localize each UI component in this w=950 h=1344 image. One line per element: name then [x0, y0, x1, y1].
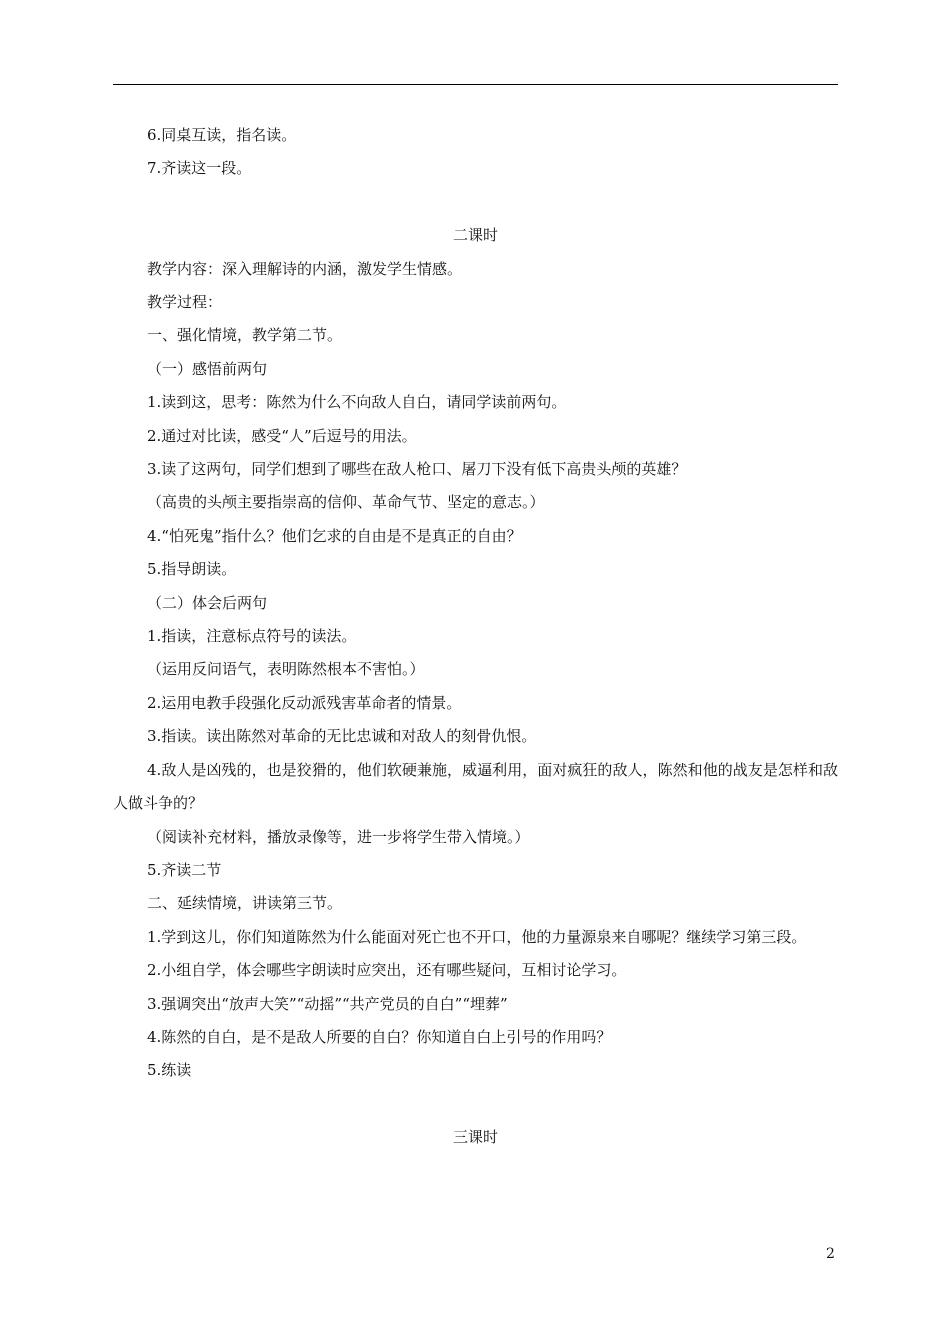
paragraph: 1.读到这，思考：陈然为什么不向敌人自白，请同学读前两句。	[147, 393, 567, 412]
paragraph: （阅读补充材料，播放录像等，进一步将学生带入情境。）	[147, 827, 530, 846]
section-heading: 三课时	[452, 1128, 498, 1147]
document-body	[113, 119, 838, 1155]
paragraph: 教学内容：深入理解诗的内涵，激发学生情感。	[147, 259, 463, 278]
paragraph: 1.指读，注意标点符号的读法。	[147, 627, 357, 646]
paragraph: 1.学到这儿，你们知道陈然为什么能面对死亡也不开口，他的力量源泉来自哪呢？继续学习第三段。	[147, 927, 807, 946]
paragraph: （二）体会后两句	[147, 593, 268, 612]
paragraph: 5.指导朗读。	[147, 560, 237, 579]
header-rule	[113, 84, 838, 85]
blank-line	[113, 1088, 838, 1121]
paragraph: 5.练读	[147, 1061, 192, 1080]
blank-line	[113, 186, 838, 219]
paragraph: 3.读了这两句，同学们想到了哪些在敌人枪口、屠刀下没有低下高贵头颅的英雄？	[147, 460, 687, 479]
paragraph: 6.同桌互读，指名读。	[147, 126, 297, 144]
paragraph: 二、延续情境，讲读第三节。	[147, 894, 343, 913]
paragraph: 5.齐读二节	[147, 860, 222, 879]
page-number: 2	[826, 1246, 835, 1262]
section-heading: 二课时	[452, 226, 498, 245]
paragraph: 3.强调突出“放声大笑”“动摇”“共产党员的自白”“埋葬”	[147, 994, 508, 1013]
paragraph: 4.“怕死鬼”指什么？他们乞求的自由是不是真正的自由？	[147, 526, 522, 545]
paragraph: （一）感悟前两句	[147, 359, 268, 378]
paragraph: 3.指读。读出陈然对革命的无比忠诚和对敌人的刻骨仇恨。	[147, 727, 537, 746]
paragraph: （高贵的头颅主要指崇高的信仰、革命气节、坚定的意志。）	[147, 493, 545, 512]
paragraph: 2.小组自学，体会哪些字朗读时应突出，还有哪些疑问，互相讨论学习。	[147, 961, 627, 980]
paragraph: 教学过程：	[147, 293, 223, 312]
paragraph: 2.运用电教手段强化反动派残害革命者的情景。	[147, 693, 462, 712]
paragraph: 一、强化情境，教学第二节。	[147, 326, 343, 345]
paragraph: 7.齐读这一段。	[147, 159, 252, 178]
paragraph: 4.陈然的自白，是不是敌人所要的自白？你知道自白上引号的作用吗？	[147, 1027, 612, 1046]
paragraph: 2.通过对比读，感受“人”后逗号的用法。	[147, 426, 417, 445]
paragraph: 4.敌人是凶残的，也是狡猾的，他们软硬兼施，威逼利用，面对疯狂的敌人，陈然和他的战友是怎样和敌人做斗争的？	[113, 760, 838, 813]
paragraph: （运用反问语气，表明陈然根本不害怕。）	[147, 660, 425, 679]
